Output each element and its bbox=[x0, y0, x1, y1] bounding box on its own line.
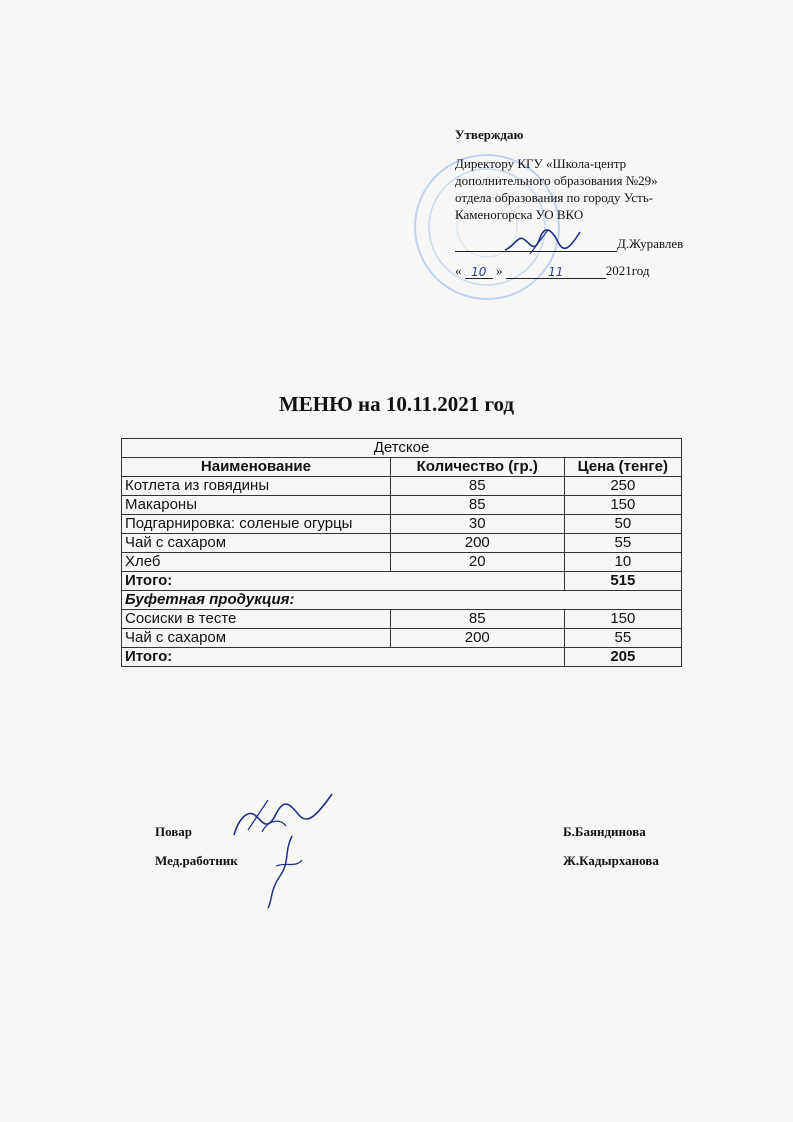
approval-line: Каменогорска УО ВКО bbox=[455, 207, 584, 222]
approval-line: дополнительного образования №29» bbox=[455, 173, 658, 188]
menu-table bbox=[121, 438, 682, 667]
total-value: 205 bbox=[564, 648, 681, 667]
medic-label: Мед.работник bbox=[155, 853, 238, 868]
cook-name: Б.Баяндинова bbox=[563, 824, 646, 839]
section-title: Детское bbox=[122, 439, 682, 458]
item-price: 150 bbox=[564, 496, 681, 515]
item-name: Макароны bbox=[122, 496, 391, 515]
director-name: Д.Журавлев bbox=[617, 236, 684, 251]
item-name: Хлеб bbox=[122, 553, 391, 572]
header-row bbox=[122, 458, 682, 477]
date-day-field bbox=[465, 264, 493, 279]
item-qty: 30 bbox=[390, 515, 564, 534]
item-price: 150 bbox=[564, 610, 681, 629]
column-header: Наименование bbox=[122, 458, 391, 477]
approval-line: отдела образования по городу Усть- bbox=[455, 190, 654, 205]
table-row bbox=[122, 553, 682, 572]
director-signature bbox=[500, 226, 590, 258]
date-open-quote: « bbox=[455, 263, 462, 278]
table-row bbox=[122, 534, 682, 553]
item-name: Подгарнировка: соленые огурцы bbox=[122, 515, 391, 534]
table-row bbox=[122, 610, 682, 629]
total-row bbox=[122, 572, 682, 591]
item-qty: 200 bbox=[390, 534, 564, 553]
cook-label: Повар bbox=[155, 824, 193, 839]
approval-block bbox=[455, 126, 755, 223]
item-qty: 85 bbox=[390, 477, 564, 496]
item-name: Сосиски в тесте bbox=[122, 610, 391, 629]
item-qty: 200 bbox=[390, 629, 564, 648]
approval-heading: Утверждаю bbox=[455, 127, 524, 142]
column-header: Количество (гр.) bbox=[390, 458, 564, 477]
date-year: 2021год bbox=[605, 263, 650, 278]
item-price: 55 bbox=[564, 534, 681, 553]
approval-date bbox=[455, 263, 755, 279]
item-qty: 20 bbox=[390, 553, 564, 572]
item-price: 250 bbox=[564, 477, 681, 496]
item-name: Котлета из говядины bbox=[122, 477, 391, 496]
page-title: МЕНЮ на 10.11.2021 год bbox=[278, 392, 515, 416]
table-row bbox=[122, 515, 682, 534]
table-row bbox=[122, 477, 682, 496]
total-label: Итого: bbox=[122, 648, 565, 667]
column-header: Цена (тенге) bbox=[564, 458, 681, 477]
buffet-section-row bbox=[122, 591, 682, 610]
item-price: 55 bbox=[564, 629, 681, 648]
total-value: 515 bbox=[564, 572, 681, 591]
section-row bbox=[122, 439, 682, 458]
item-name: Чай с сахаром bbox=[122, 629, 391, 648]
item-qty: 85 bbox=[390, 610, 564, 629]
date-close-quote: » bbox=[496, 263, 503, 278]
date-day: 10 bbox=[471, 265, 487, 279]
item-name: Чай с сахаром bbox=[122, 534, 391, 553]
date-month-field bbox=[506, 264, 606, 279]
buffet-title: Буфетная продукция: bbox=[122, 591, 682, 610]
item-price: 10 bbox=[564, 553, 681, 572]
date-month: 11 bbox=[548, 265, 564, 279]
table-row bbox=[122, 496, 682, 515]
medic-name: Ж.Кадырханова bbox=[563, 853, 659, 868]
item-price: 50 bbox=[564, 515, 681, 534]
table-row bbox=[122, 629, 682, 648]
approval-line: Директору КГУ «Школа-центр bbox=[455, 156, 627, 171]
medic-signature bbox=[262, 832, 312, 912]
total-label: Итого: bbox=[122, 572, 565, 591]
item-qty: 85 bbox=[390, 496, 564, 515]
total-row bbox=[122, 648, 682, 667]
